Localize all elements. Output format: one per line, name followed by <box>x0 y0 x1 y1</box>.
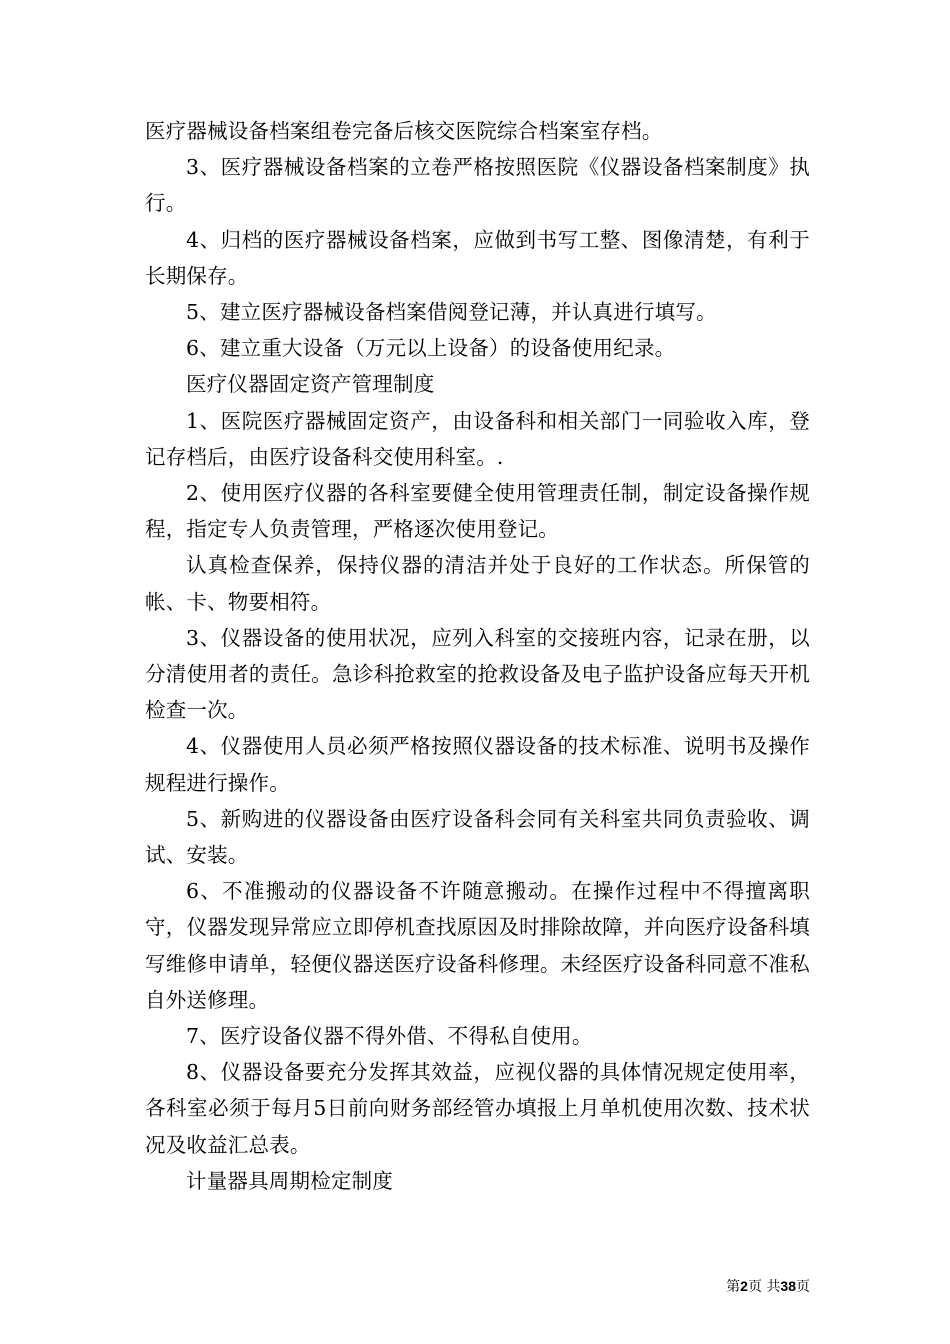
paragraph: 3、医疗器械设备档案的立卷严格按照医院《仪器设备档案制度》执行。 <box>145 155 810 216</box>
document-body <box>145 113 810 1199</box>
paragraph: 1、医院医疗器械固定资产，由设备科和相关部门一同验收入库，登记存档后，由医疗设备科交使用科室。. <box>145 408 810 469</box>
paragraph: 4、归档的医疗器械设备档案，应做到书写工整、图像清楚，有利于长期保存。 <box>145 227 810 288</box>
paragraph: 3、仪器设备的使用状况，应列入科室的交接班内容，记录在册，以分清使用者的责任。急诊科抢救室的抢救设备及电子监护设备应每天开机检查一次。 <box>145 625 810 723</box>
current-page-number: 2 <box>740 1278 748 1294</box>
paragraph: 认真检查保养，保持仪器的清洁并处于良好的工作状态。所保管的帐、卡、物要相符。 <box>145 553 810 614</box>
paragraph: 8、仪器设备要充分发挥其效益，应视仪器的具体情况规定使用率，各科室必须于每月5日前向财务部经管办填报上月单机使用次数、技术状况及收益汇总表。 <box>145 1060 810 1157</box>
total-page-number: 38 <box>780 1278 796 1294</box>
paragraph: 4、仪器使用人员必须严格按照仪器设备的技术标准、说明书及操作规程进行操作。 <box>145 734 810 795</box>
paragraph: 5、建立医疗器械设备档案借阅登记薄，并认真进行填写。 <box>186 300 717 325</box>
footer-suffix: 页 <box>796 1279 810 1295</box>
paragraph: 6、不准搬动的仪器设备不许随意搬动。在操作过程中不得擅离职守，仪器发现异常应立即停机查找原因及时排除故障，并向医疗设备科填写维修申请单，轻便仪器送医疗设备科修理。未经医疗设备科同意不准私自外送修理。 <box>145 879 810 1012</box>
page-footer <box>0 1276 810 1296</box>
section-heading: 医疗仪器固定资产管理制度 <box>186 372 435 397</box>
paragraph: 2、使用医疗仪器的各科室要健全使用管理责任制，制定设备操作规程，指定专人负责管理，严格逐次使用登记。 <box>145 481 810 542</box>
paragraph: 7、医疗设备仪器不得外借、不得私自使用。 <box>186 1024 593 1049</box>
footer-middle: 页 共 <box>747 1279 781 1295</box>
paragraph: 6、建立重大设备（万元以上设备）的设备使用纪录。 <box>186 336 676 361</box>
footer-prefix: 第 <box>726 1279 741 1295</box>
paragraph: 5、新购进的仪器设备由医疗设备科会同有关科室共同负责验收、调试、安装。 <box>145 806 810 868</box>
paragraph: 医疗器械设备档案组卷完备后核交医院综合档案室存档。 <box>145 119 663 143</box>
section-heading: 计量器具周期检定制度 <box>186 1168 393 1193</box>
